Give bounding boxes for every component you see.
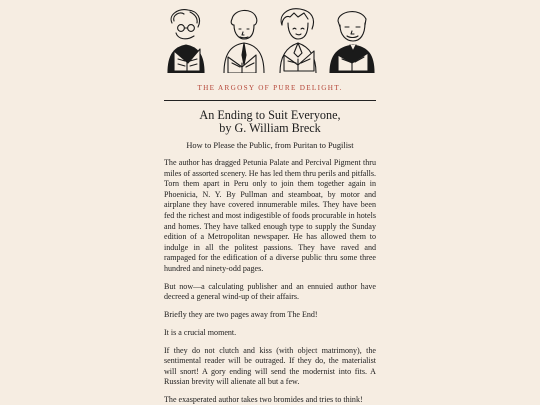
- reader-two-figure: [224, 10, 264, 73]
- story-body: [164, 158, 376, 405]
- body-paragraph: But now—a calculating publisher and an ennuied author have decreed a general wind-up of their affairs.: [164, 281, 376, 302]
- body-paragraph: The author has dragged Petunia Palate and Percival Pigment thru miles of assorted scenery. He has led them thru perils and pitfalls. Torn them apart in Peru only to join them together again in Phoenicia, N. Y. By Pullman and steamboat, by motor and airplane they have covered innumerable miles. They have been fed the richest and most indigestible of foods procurable in hotels and homes. They have talked enough type to supply the Sunday edition of a Metropolitan newspaper. He has allowed them to indulge in all the politest passions. They have raved and rampaged for the edification of a diverse public thru some three hundred and ninety-odd pages.: [164, 158, 376, 273]
- reader-one-figure: [168, 10, 204, 73]
- body-paragraph: Briefly they are two pages away from The End!: [164, 310, 318, 320]
- reader-three-figure: [280, 9, 316, 73]
- header-divider: [164, 100, 376, 101]
- body-paragraph: The exasperated author takes two bromides and tries to think!: [164, 395, 363, 405]
- story-byline: by G. William Breck: [219, 121, 321, 135]
- body-paragraph: If they do not clutch and kiss (with object matrimony), the sentimental reader will be outraged. If they do, the materialist will snort! A gory ending will send the modernist into fits. A Russian brevity will alienate all but a few.: [164, 345, 376, 387]
- story-title-line: An Ending to Suit Everyone,: [199, 108, 341, 122]
- readers-illustration: [164, 5, 376, 73]
- story-subtitle: How to Please the Public, from Puritan to Pugilist: [186, 141, 354, 150]
- masthead-tagline: THE ARGOSY OF PURE DELIGHT.: [197, 84, 343, 92]
- body-paragraph: It is a crucial moment.: [164, 327, 237, 337]
- reader-four-figure: [330, 12, 374, 73]
- story-title: [0, 109, 540, 135]
